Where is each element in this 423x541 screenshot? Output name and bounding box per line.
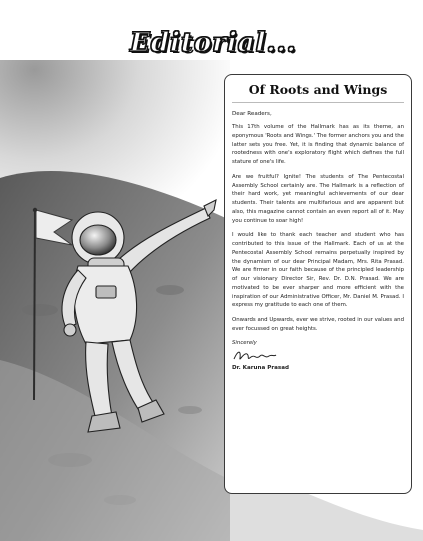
letter-closing: Sincerely — [232, 339, 257, 346]
signature-block — [232, 340, 404, 371]
letter-paragraph: This 17th volume of the Hallmark has as its theme, an eponymous 'Roots and Wings.' The former anchors you and the latter sets you free. Yet, it is finding that dynamic balance of rootedness with one's exploratory flight which defines the full stature of one's life. — [232, 124, 404, 165]
letter-paragraph: Onwards and Upwards, ever we strive, rooted in our values and ever focussed on great heights. — [232, 317, 404, 332]
letter-salutation: Dear Readers, — [232, 111, 272, 117]
letter-paragraph: I would like to thank each teacher and student who has contributed to this issue of the Hallmark. Each of us at the Pentecostal Assembly School remains perpetually inspired by the dynamism of our dear Principal Madam, Mrs. Rita Prasad. We are firmer in our faith because of the principled leadership of our visionary Director Sir, Rev. Dr. D.N. Prasad. We are motivated to be ever sharper and more efficient with the inspiration of our Administrative Officer, Mr. Daniel M. Prasad. I express my gratitude to each one of them. — [232, 232, 404, 309]
letter-paragraph: Are we fruitful? Ignite! The students of The Pentecostal Assembly School certainly are. The Hallmark is a reflection of their hard work, yet meaningful achievements of our dear students. Their talents are multifarious and are apparent but also, this magazine cannot contain an even report all of it. May you continue to soar high! — [232, 173, 404, 224]
page-heading: Editorial... — [130, 28, 297, 58]
editorial-letter-card — [224, 74, 412, 494]
letter-title: Of Roots and Wings — [232, 82, 404, 103]
handwritten-signature — [232, 348, 278, 364]
signer-name: Dr. Karuna Prasad — [232, 364, 289, 371]
